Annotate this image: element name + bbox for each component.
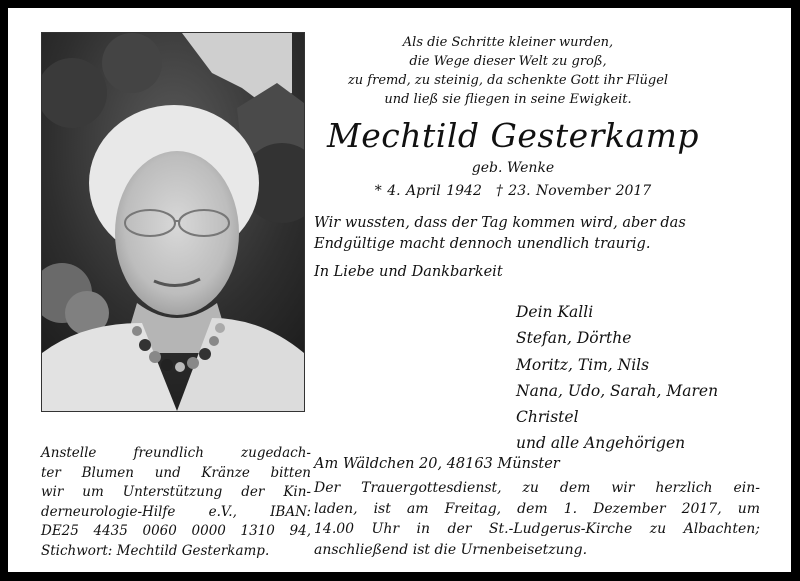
service-line: 14.00 Uhr in der St.-Ludgerus-Kirche zu Albachten;	[314, 521, 760, 537]
life-dates	[318, 181, 708, 201]
service-line: anschließend ist die Urnenbeisetzung.	[314, 541, 588, 558]
family-line: Nana, Udo, Sarah, Maren	[516, 381, 719, 400]
family-line: Dein Kalli	[516, 303, 594, 321]
poem-line: Als die Schritte kleiner wurden,	[402, 35, 614, 50]
quote-line: Wir wussten, dass der Tag kommen wird, aber das	[314, 215, 686, 231]
quote-line: Endgültige macht dennoch unendlich traurig.	[314, 236, 651, 252]
donation-line: Anstelle freundlich zugedach-	[41, 445, 311, 461]
family-line: und alle Angehörigen	[516, 434, 686, 453]
closing-phrase: In Liebe und Dankbarkeit	[314, 264, 503, 280]
donation-line: wir um Unterstützung der Kin-	[41, 484, 311, 500]
donation-request	[41, 444, 311, 561]
family-line: Moritz, Tim, Nils	[516, 355, 650, 374]
poem-line: zu fremd, zu steinig, da schenkte Gott ihr Flügel	[347, 73, 669, 88]
poem-line: und ließ sie fliegen in seine Ewigkeit.	[384, 92, 632, 107]
address: Am Wäldchen 20, 48163 Münster	[314, 456, 560, 472]
maiden-name: geb. Wenke	[471, 160, 555, 176]
donation-line: derneurologie-Hilfe e.V., IBAN:	[41, 503, 311, 520]
birth-date: * 4. April 1942	[374, 183, 482, 199]
poem	[308, 33, 708, 109]
donation-line: Stichwort: Mechtild Gesterkamp.	[41, 542, 270, 559]
donation-line: ter Blumen und Kränze bitten	[41, 464, 311, 481]
service-line: laden, ist am Freitag, dem 1. Dezember 2017, um	[314, 500, 760, 517]
portrait-image	[42, 33, 304, 411]
deceased-name: Mechtild Gesterkamp	[326, 116, 700, 155]
service-info	[314, 478, 760, 560]
family-line: Stefan, Dörthe	[516, 329, 632, 348]
family-list	[516, 299, 718, 457]
poem-line: die Wege dieser Welt zu groß,	[409, 54, 607, 69]
iban-line: DE25 4435 0060 0000 1310 94,	[41, 523, 311, 539]
service-line: Der Trauergottesdienst, zu dem wir herzlich ein-	[314, 480, 760, 496]
quote	[314, 213, 774, 255]
obituary-card	[8, 8, 791, 572]
death-date: † 23. November 2017	[495, 183, 652, 199]
family-line: Christel	[516, 408, 579, 427]
portrait-photo	[41, 32, 305, 412]
